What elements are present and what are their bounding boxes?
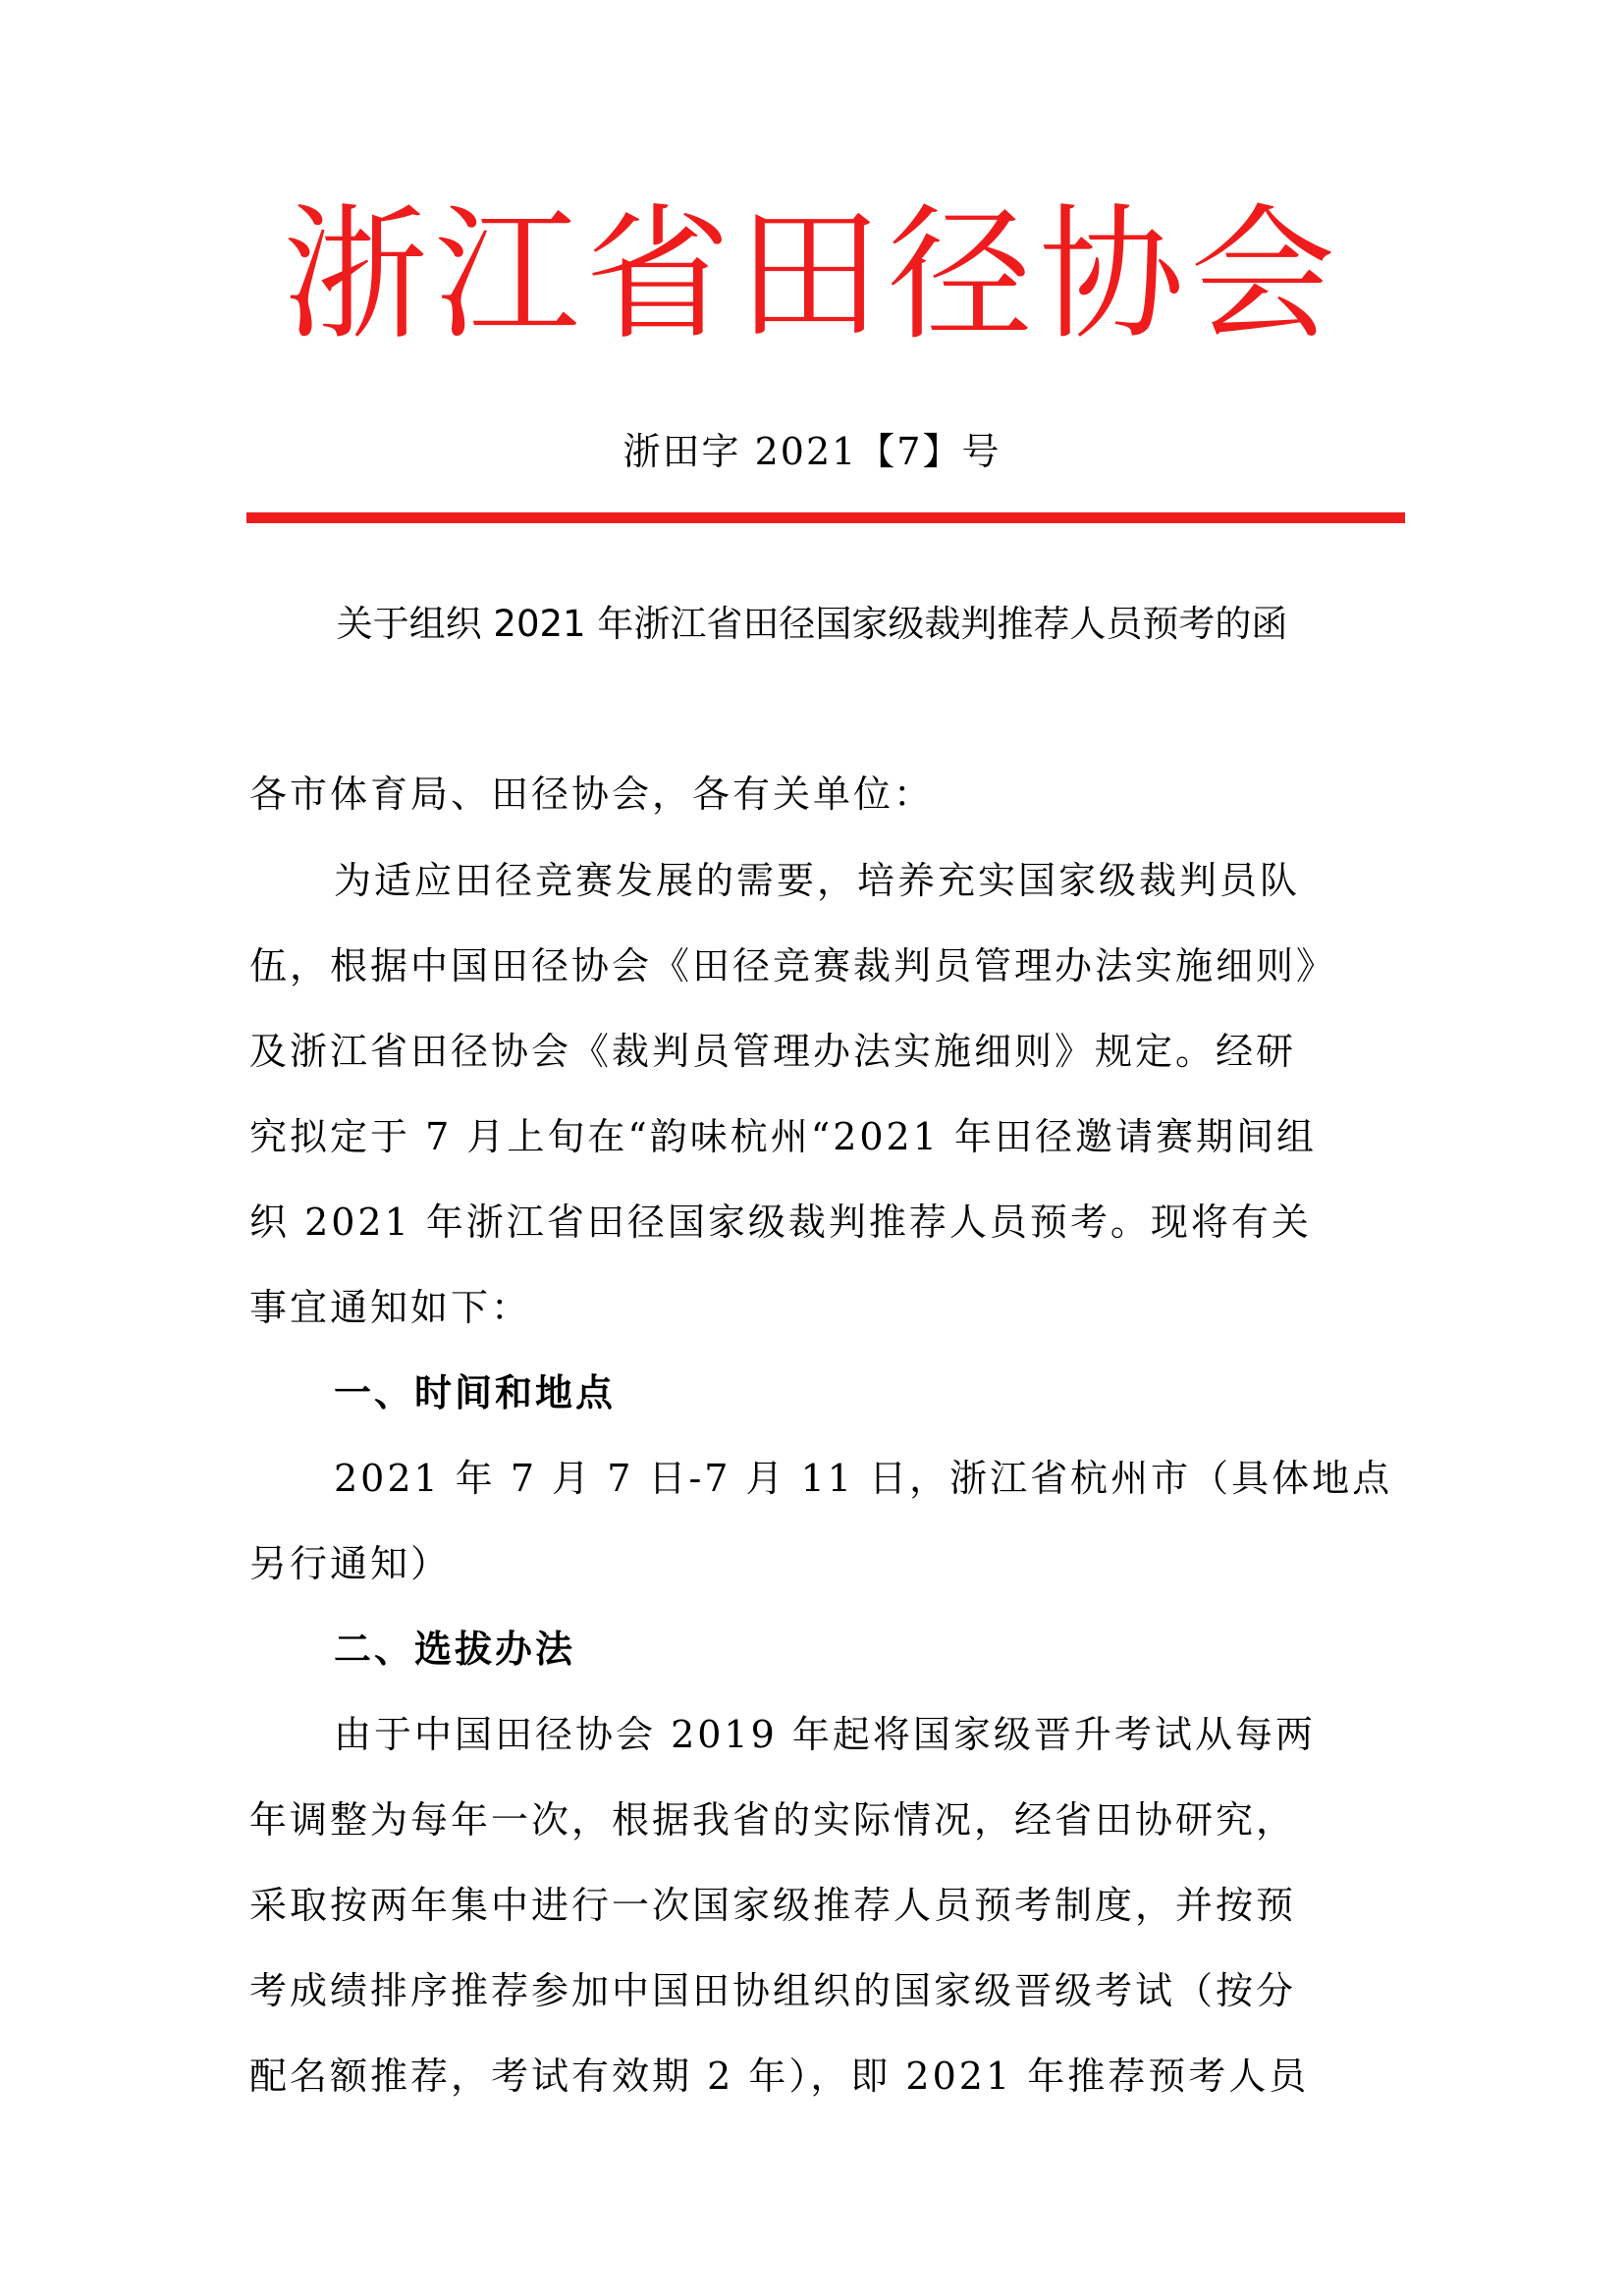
body-line: 究拟定于 7 月上旬在“韵味杭州“2021 年田径邀请赛期间组 bbox=[249, 1115, 1317, 1158]
salutation: 各市体育局、田径协会，各有关单位： bbox=[249, 773, 935, 816]
body-line: 由于中国田径协会 2019 年起将国家级晋升考试从每两 bbox=[334, 1713, 1316, 1756]
body-line: 织 2021 年浙江省田径国家级裁判推荐人员预考。现将有关 bbox=[249, 1201, 1312, 1244]
body-line: 配名额推荐，考试有效期 2 年），即 2021 年推荐预考人员 bbox=[249, 2055, 1310, 2098]
body-line: 事宜通知如下： bbox=[249, 1286, 532, 1329]
body-line: 及浙江省田径协会《裁判员管理办法实施细则》规定。经研 bbox=[249, 1030, 1297, 1073]
section-heading-selection: 二、选拔办法 bbox=[334, 1627, 576, 1671]
body-line: 伍，根据中国田径协会《田径竞赛裁判员管理办法实施细则》 bbox=[249, 944, 1337, 988]
organization-title: 浙江省田径协会 bbox=[283, 190, 1341, 359]
body-line: 考成绩排序推荐参加中国田协组织的国家级晋级考试（按分 bbox=[249, 1969, 1297, 2012]
red-divider bbox=[246, 512, 1405, 523]
section-heading-time-place: 一、时间和地点 bbox=[334, 1370, 617, 1415]
body-line: 为适应田径竞赛发展的需要，培养充实国家级裁判员队 bbox=[334, 859, 1301, 902]
document-title: 关于组织 2021 年浙江省田径国家级裁判推荐人员预考的函 bbox=[336, 603, 1288, 645]
body-line: 年调整为每年一次，根据我省的实际情况，经省田协研究， bbox=[249, 1798, 1297, 1842]
body-line: 另行通知） bbox=[249, 1542, 452, 1585]
body-line: 2021 年 7 月 7 日-7 月 11 日，浙江省杭州市（具体地点 bbox=[334, 1457, 1393, 1500]
body-line: 采取按两年集中进行一次国家级推荐人员预考制度，并按预 bbox=[249, 1884, 1297, 1927]
document-number: 浙田字 2021【7】号 bbox=[623, 430, 1001, 473]
